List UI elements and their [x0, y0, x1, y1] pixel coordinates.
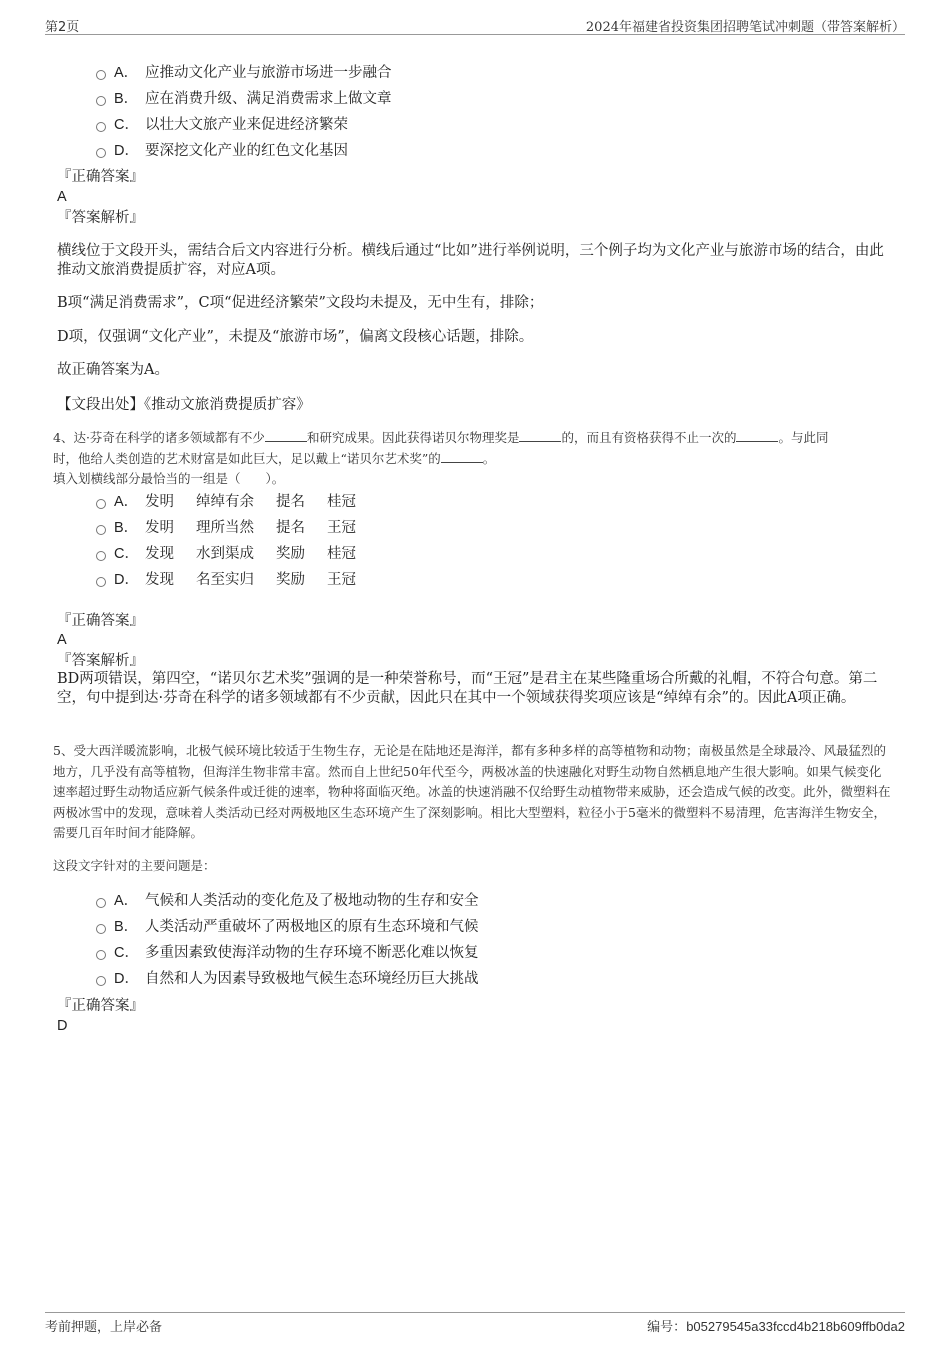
radio-icon[interactable]: [96, 976, 106, 986]
q5-stem: 5、受大西洋暖流影响，北极气候环境比较适于生物生存，无论是在陆地还是海洋，都有多种多样的高等植物和动物；南极虽然是全球最冷、风最猛烈的地方，几乎没有高等植物，但海洋生物非常丰富。然而自上世纪50年代至今，两极冰盖的快速融化对野生动物自然栖息地产生很大影响。如果气候变化速率超过野生动物适应新气候条件或迁徙的速率，物种将面临灭绝。冰盖的快速消融不仅给野生动植物带来威胁，还会造成气候的改变。此外，微塑料在两极冰雪中的发现，意味着人类活动已经对两极地区生态环境产生了深刻影响。相比大型塑料，粒径小于5毫米的微塑料不易清理，危害海洋生物安全，需要几百年时间才能降解。: [53, 743, 891, 840]
q4-option-a[interactable]: A． 发明 绰绰有余 提名 桂冠: [96, 492, 356, 512]
blank-1: [265, 431, 307, 442]
q3-answer: A: [57, 189, 67, 205]
q4-option-d[interactable]: D． 发现 名至实归 奖励 王冠: [96, 570, 356, 590]
q4-analysis: BD两项错误，第四空，“诺贝尔艺术奖”强调的是一种荣誉称号，而“王冠”是君主在某些隆重场合所戴的礼帽，不符合句意。第二空，句中提到达·芬奇在科学的诸多领域都有不少贡献，因此只在其中一个领域获得奖项应该是“绰绰有余”的。因此A项正确。: [57, 671, 878, 706]
q3-option-a[interactable]: A． 应推动文化产业与旅游市场进一步融合: [96, 63, 392, 83]
radio-icon[interactable]: [96, 924, 106, 934]
q5-question: 这段文字针对的主要问题是：: [53, 858, 216, 873]
blank-3: [736, 431, 778, 442]
radio-icon[interactable]: [96, 96, 106, 106]
radio-icon[interactable]: [96, 70, 106, 80]
q3-answer-label: 『正确答案』: [57, 169, 144, 185]
blank-2: [519, 431, 561, 442]
q4-option-c[interactable]: C． 发现 水到渠成 奖励 桂冠: [96, 544, 356, 564]
q3-analysis-p3: D项，仅强调“文化产业”，未提及“旅游市场”，偏离文段核心话题，排除。: [57, 329, 534, 345]
q3-option-d[interactable]: D． 要深挖文化产业的红色文化基因: [96, 141, 348, 161]
q5-option-d[interactable]: D． 自然和人为因素导致极地气候生态环境经历巨大挑战: [96, 969, 479, 989]
q3-analysis-p4: 故正确答案为A。: [57, 362, 169, 378]
q3-analysis-p1: 横线位于文段开头，需结合后文内容进行分析。横线后通过“比如”进行举例说明，三个例子均为文化产业与旅游市场的结合，由此推动文旅消费提质扩容，对应A项。: [57, 243, 884, 278]
q3-analysis-p2: B项“满足消费需求”，C项“促进经济繁荣”文段均未提及，无中生有，排除；: [57, 295, 544, 311]
blank-4: [441, 452, 483, 463]
radio-icon[interactable]: [96, 122, 106, 132]
q3-source: 【文段出处】《推动文旅消费提质扩容》: [57, 397, 311, 413]
radio-icon[interactable]: [96, 499, 106, 509]
page-header: [45, 14, 905, 35]
radio-icon[interactable]: [96, 148, 106, 158]
q3-option-c[interactable]: C． 以壮大文旅产业来促进经济繁荣: [96, 115, 348, 135]
radio-icon[interactable]: [96, 577, 106, 587]
q4-analysis-label: 『答案解析』: [57, 653, 144, 669]
radio-icon[interactable]: [96, 898, 106, 908]
q5-option-b[interactable]: B． 人类活动严重破坏了两极地区的原有生态环境和气候: [96, 917, 479, 937]
document-code: 编号：b05279545a33fccd4b218b609ffb0da2: [647, 1319, 905, 1335]
document-title: 2024年福建省投资集团招聘笔试冲刺题（带答案解析）: [585, 20, 905, 35]
q4-answer: A: [57, 632, 67, 648]
q3-analysis-label: 『答案解析』: [57, 210, 144, 226]
radio-icon[interactable]: [96, 551, 106, 561]
page-footer: [45, 1312, 905, 1335]
radio-icon[interactable]: [96, 950, 106, 960]
q5-answer-label: 『正确答案』: [57, 998, 144, 1014]
q5-option-a[interactable]: A． 气候和人类活动的变化危及了极地动物的生存和安全: [96, 891, 479, 911]
q5-option-c[interactable]: C． 多重因素致使海洋动物的生存环境不断恶化难以恢复: [96, 943, 479, 963]
q3-option-b[interactable]: B． 应在消费升级、满足消费需求上做文章: [96, 89, 392, 109]
footer-slogan: 考前押题，上岸必备: [45, 1320, 163, 1335]
q4-answer-label: 『正确答案』: [57, 613, 144, 629]
radio-icon[interactable]: [96, 525, 106, 535]
page-number: 第2页: [45, 20, 80, 35]
q4-option-b[interactable]: B． 发明 理所当然 提名 王冠: [96, 518, 356, 538]
q4-stem: 4、达·芬奇在科学的诸多领域都有不少 和研究成果。因此获得诺贝尔物理奖是 的，而且有资格获得不止一次的 。与此同 时，他给人类创造的艺术财富是如此巨大，足以戴上“诺贝尔艺术奖”的 。 填入划横线部分最恰当的一组是（ ）。: [53, 430, 829, 486]
q5-answer: D: [57, 1018, 68, 1034]
